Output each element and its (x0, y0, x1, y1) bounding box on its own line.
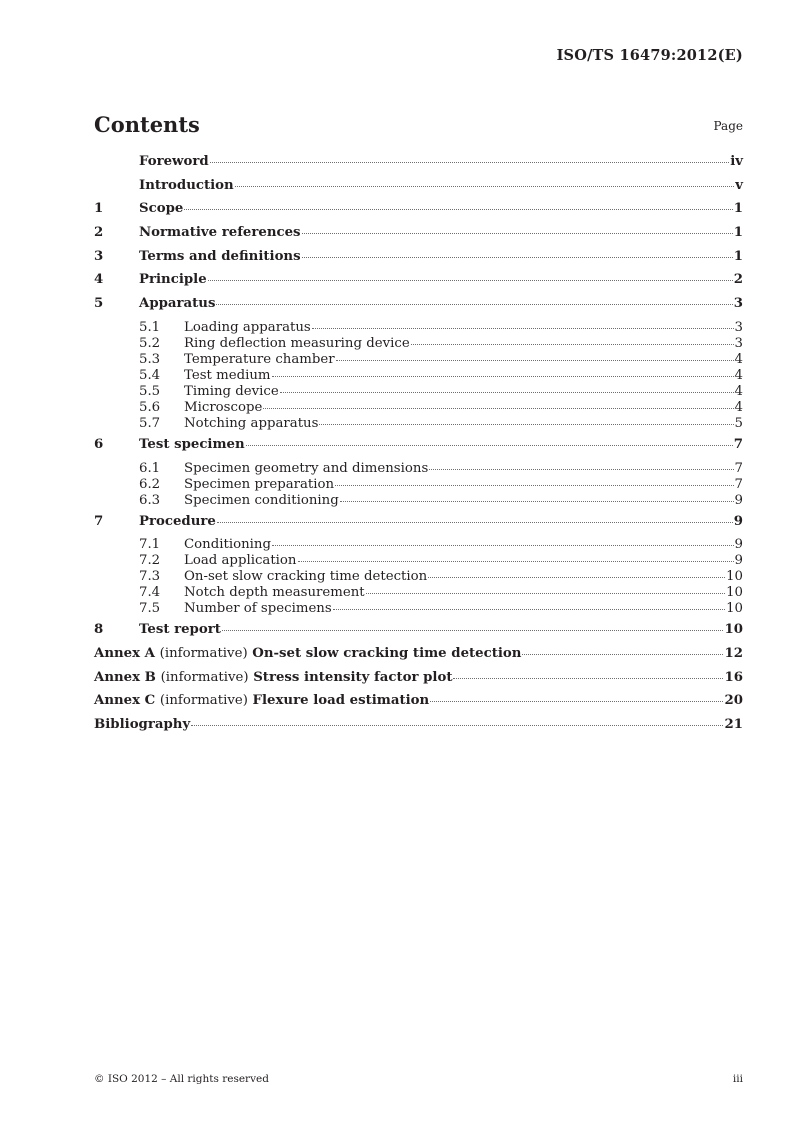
page-column-label: Page (713, 119, 743, 133)
toc-subentry[interactable] (94, 553, 743, 569)
toc-entry[interactable] (94, 225, 743, 249)
toc-subentry-page: 10 (726, 569, 743, 585)
toc-subentry-page: 4 (734, 383, 743, 399)
annex-label: Annex A (94, 645, 155, 661)
toc-subentry-page: 9 (734, 537, 743, 553)
leader-dots (340, 501, 734, 502)
toc-subentry-page: 4 (734, 367, 743, 383)
toc-subentry-number: 5.5 (139, 383, 161, 399)
leader-dots (336, 360, 734, 361)
leader-dots (280, 392, 734, 393)
toc-bibliography-title: Bibliography (94, 716, 191, 732)
toc-subentry[interactable] (94, 320, 743, 336)
leader-dots (184, 209, 732, 210)
toc-annex-title (94, 670, 452, 685)
toc-subentry-page: 10 (726, 601, 743, 617)
toc-bibliography-entry[interactable] (94, 717, 743, 741)
toc-annex-entry[interactable] (94, 646, 743, 670)
toc-entry-page: 2 (733, 272, 743, 288)
leader-dots (430, 701, 723, 702)
annex-kind: (informative) (160, 669, 249, 685)
leader-dots (411, 344, 734, 345)
leader-dots (319, 424, 733, 425)
toc-entry-number: 2 (94, 225, 104, 241)
toc-subentry-number: 7.2 (139, 553, 161, 569)
toc-entry[interactable] (94, 154, 743, 178)
toc-bibliography-page: 21 (724, 716, 743, 732)
annex-kind: (informative) (159, 693, 248, 709)
toc-subentry-title: Specimen conditioning (184, 492, 339, 508)
toc-entry-page: 7 (733, 436, 743, 452)
toc-entry-page: 1 (733, 201, 743, 217)
toc-subentry-title: Notching apparatus (184, 415, 319, 431)
toc-entry-title: Test specimen (139, 436, 245, 452)
toc-subentry[interactable] (94, 352, 743, 368)
toc-subentry-page: 3 (734, 335, 743, 351)
toc-subentry-title: Number of specimens (184, 601, 332, 617)
toc-subentry[interactable] (94, 477, 743, 493)
toc-entry-page: 9 (733, 513, 743, 529)
toc-subentry[interactable] (94, 601, 743, 617)
toc-subentry[interactable] (94, 384, 743, 400)
toc-entry[interactable] (94, 514, 743, 538)
toc-subentry-number: 6.3 (139, 492, 161, 508)
leader-dots (302, 233, 733, 234)
leader-dots (453, 678, 723, 679)
toc-subentry-title: On-set slow cracking time detection (184, 569, 428, 585)
page-title: Contents (94, 112, 200, 137)
toc-entry-title: Principle (139, 272, 207, 288)
toc-entry-number: 1 (94, 201, 104, 217)
doc-header-id: ISO/TS 16479:2012(E) (556, 47, 743, 64)
toc-entry-title: Test report (139, 622, 221, 638)
toc-subentry[interactable] (94, 416, 743, 432)
toc-subentry-page: 4 (734, 399, 743, 415)
toc-entry[interactable] (94, 437, 743, 461)
toc-entry-page: 1 (733, 248, 743, 264)
toc-annex-entry[interactable] (94, 693, 743, 717)
leader-dots (208, 280, 733, 281)
toc-subentry-page: 10 (726, 585, 743, 601)
leader-dots (191, 725, 723, 726)
toc-subentry-title: Test medium (184, 367, 271, 383)
toc-subentry[interactable] (94, 461, 743, 477)
annex-title: On-set slow cracking time detection (252, 645, 522, 661)
toc-entry-page: iv (730, 154, 743, 169)
leader-dots (235, 186, 735, 187)
toc-subentry-title: Notch depth measurement (184, 585, 365, 601)
toc-entry[interactable] (94, 201, 743, 225)
toc-subentry-number: 5.1 (139, 319, 161, 335)
copyright-footer: © ISO 2012 – All rights reserved (94, 1073, 269, 1085)
page-number: iii (732, 1073, 743, 1085)
toc-subentry-number: 7.1 (139, 537, 161, 553)
toc-entry[interactable] (94, 622, 743, 646)
toc-subentry-title: Conditioning (184, 537, 272, 553)
toc-entry[interactable] (94, 272, 743, 296)
toc-entry-number: 6 (94, 436, 104, 452)
leader-dots (428, 577, 725, 578)
toc-subentry-title: Load application (184, 553, 297, 569)
toc-subentry-number: 6.2 (139, 476, 161, 492)
toc-entry-title: Introduction (139, 177, 234, 193)
leader-dots (312, 328, 734, 329)
toc-entry[interactable] (94, 178, 743, 202)
leader-dots (272, 376, 734, 377)
toc-entry-number: 3 (94, 248, 104, 264)
leader-dots (298, 561, 734, 562)
toc-subentry-title: Loading apparatus (184, 319, 311, 335)
toc-annex-title (94, 646, 521, 661)
leader-dots (263, 408, 733, 409)
toc-subentry-page: 3 (734, 319, 743, 335)
annex-kind: (informative) (159, 645, 248, 661)
toc-subentry-title: Temperature chamber (184, 351, 335, 367)
toc-entry-number: 8 (94, 622, 104, 638)
leader-dots (246, 445, 733, 446)
toc-subentry[interactable] (94, 493, 743, 509)
toc-subentry[interactable] (94, 537, 743, 553)
toc-annex-title (94, 693, 429, 708)
toc-entry-number: 5 (94, 296, 104, 312)
toc-subentry-page: 7 (734, 460, 743, 476)
leader-dots (272, 545, 734, 546)
toc-subentry-page: 7 (734, 476, 743, 492)
toc-entry-title: Normative references (139, 225, 301, 241)
leader-dots (335, 485, 733, 486)
leader-dots (302, 257, 733, 258)
toc-subentry-number: 5.6 (139, 399, 161, 415)
toc-entry-page: 1 (733, 225, 743, 241)
toc-annex-page: 20 (724, 693, 743, 709)
toc-subentry-number: 6.1 (139, 460, 161, 476)
toc-entry[interactable] (94, 296, 743, 320)
toc-entry[interactable] (94, 249, 743, 273)
toc-entry-title: Terms and definitions (139, 248, 301, 264)
toc-subentry[interactable] (94, 368, 743, 384)
toc-subentry[interactable] (94, 585, 743, 601)
leader-dots (217, 522, 733, 523)
leader-dots (366, 593, 725, 594)
toc-subentry-page: 9 (734, 492, 743, 508)
toc-annex-entry[interactable] (94, 670, 743, 694)
toc-subentry-number: 7.4 (139, 585, 161, 601)
toc-subentry-page: 9 (734, 553, 743, 569)
toc-subentry-number: 5.2 (139, 335, 161, 351)
annex-title: Stress intensity factor plot (253, 669, 453, 685)
toc-entry-title: Foreword (139, 154, 209, 169)
toc-entry-number: 4 (94, 272, 104, 288)
toc-subentry-number: 5.7 (139, 415, 161, 431)
toc-annex-page: 12 (724, 645, 743, 661)
toc-entry-number: 7 (94, 513, 104, 529)
toc-entry-title: Procedure (139, 513, 216, 529)
toc-subentry-page: 5 (734, 415, 743, 431)
toc-subentry[interactable] (94, 400, 743, 416)
leader-dots (333, 609, 725, 610)
toc-subentry[interactable] (94, 569, 743, 585)
toc-entry-page: 10 (724, 622, 743, 638)
toc-entry-title: Scope (139, 201, 184, 217)
toc-subentry-number: 5.4 (139, 367, 161, 383)
toc-subentry-title: Specimen preparation (184, 476, 335, 492)
toc-annex-page: 16 (724, 669, 743, 685)
annex-title: Flexure load estimation (252, 693, 430, 709)
toc-subentry-page: 4 (734, 351, 743, 367)
table-of-contents (94, 154, 743, 741)
toc-subentry-title: Timing device (184, 383, 279, 399)
toc-entry-page: v (735, 177, 743, 193)
toc-subentry-title: Specimen geometry and dimensions (184, 460, 429, 476)
annex-label: Annex B (94, 669, 156, 685)
annex-label: Annex C (94, 693, 156, 709)
toc-subentry-number: 7.3 (139, 569, 161, 585)
toc-subentry[interactable] (94, 336, 743, 352)
leader-dots (429, 469, 733, 470)
toc-subentry-title: Ring deflection measuring device (184, 335, 410, 351)
toc-subentry-number: 7.5 (139, 601, 161, 617)
toc-entry-title: Apparatus (139, 296, 216, 312)
leader-dots (210, 162, 730, 163)
leader-dots (222, 630, 724, 631)
toc-subentry-title: Microscope (184, 399, 263, 415)
leader-dots (216, 304, 732, 305)
leader-dots (522, 654, 723, 655)
toc-subentry-number: 5.3 (139, 351, 161, 367)
toc-entry-page: 3 (733, 296, 743, 312)
